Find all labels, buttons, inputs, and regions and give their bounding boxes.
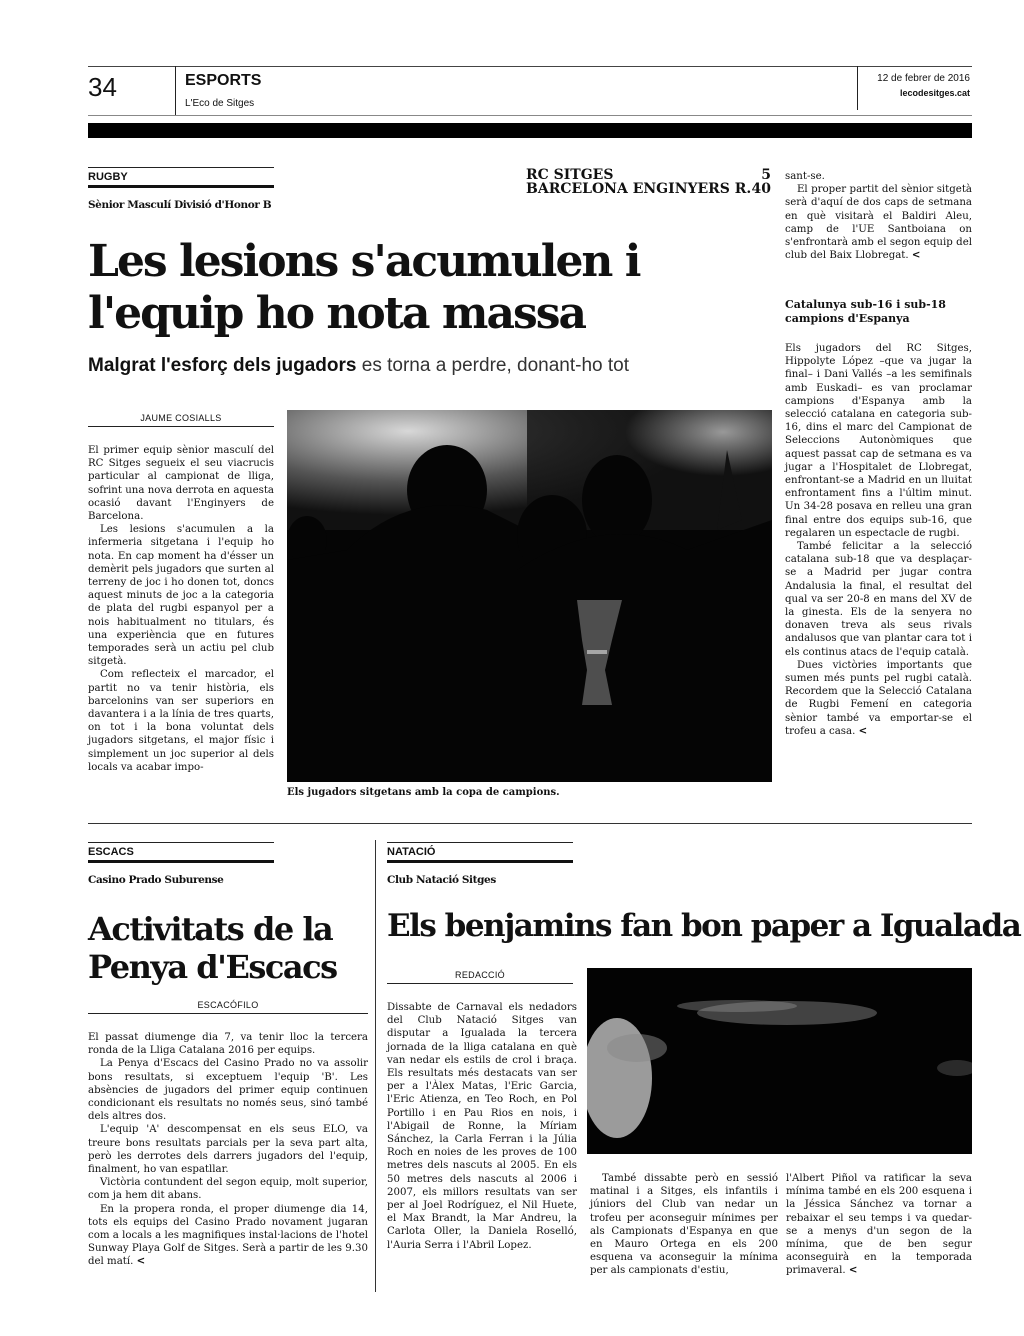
paragraph bbox=[785, 659, 972, 738]
natacio-body-col1 bbox=[387, 1001, 577, 1252]
issue-date: 12 de febrer de 2016 bbox=[877, 73, 970, 84]
paragraph: L'equip 'A' descompensat en els seus ELO, va treure bons resultats parcials per la seva part alta, però les derrotes dels darrers jugadors del l'equip, finalment, ho van espatllar. bbox=[88, 1124, 368, 1176]
natacio-section-rule bbox=[387, 842, 573, 843]
paragraph bbox=[786, 1172, 972, 1278]
natacio-section-label: NATACIÓ bbox=[387, 846, 436, 858]
byline-rule bbox=[88, 426, 274, 427]
paragraph: Les lesions s'acumulen a la infermeria sitgetana i l'equip ho nota. En cap moment ha d'ésser un demèrit pels jugadors que surten al terreny de joc i ho donen tot, doncs aquest minuts de joc a la categoria de plata del rugbi espanyol per a nois habitualment no titulars, és una experiència que en futures temporades serà un actiu pel club sitgetà. bbox=[88, 524, 274, 668]
rugby-photo bbox=[287, 410, 772, 782]
paragraph-text: El proper partit del sènior sitgetà serà d'aquí de dos caps de setmana en què visitarà el Baldiri Aleu, camp de l'UE Santboiana on s'enfrontarà amb el segon equip del club del Baix Llobregat. bbox=[785, 184, 972, 262]
escacs-headline bbox=[88, 910, 368, 986]
paragraph: El passat diumenge dia 7, va tenir lloc la tercera ronda de la Lliga Catalana 2016 per equips. bbox=[88, 1032, 368, 1057]
escacs-body bbox=[88, 1031, 368, 1269]
rugby-section-label: RUGBY bbox=[88, 171, 128, 183]
headline-line: Activitats de la bbox=[88, 910, 333, 948]
escacs-section-label: ESCACS bbox=[88, 846, 134, 858]
rugby-subhead: Catalunya sub-16 i sub-18 campions d'Espanya bbox=[785, 298, 946, 325]
byline-rule bbox=[387, 983, 573, 984]
paragraph bbox=[88, 1203, 368, 1269]
header-divider bbox=[175, 66, 176, 116]
column-divider bbox=[375, 840, 376, 1292]
rugby-section-rule bbox=[88, 167, 274, 168]
natacio-body-col3 bbox=[786, 1172, 972, 1278]
headline-line: Penya d'Escacs bbox=[88, 948, 337, 986]
rugby-deck bbox=[88, 355, 768, 377]
escacs-kicker: Casino Prado Suburense bbox=[88, 874, 224, 886]
page-number: 34 bbox=[88, 72, 117, 102]
rugby-byline: JAUME COSIALLS bbox=[140, 413, 222, 423]
natacio-kicker: Club Natació Sitges bbox=[387, 874, 496, 886]
header-top-rule bbox=[88, 66, 972, 67]
natacio-section-thick-rule bbox=[387, 860, 573, 863]
paragraph-text: l'Albert Piñol va ratificar la seva mínima també en els 200 esquena i la Jéssica Sánchez va tornar a rebaixar el seu temps i va quedar-se a menys d'un segon de la mínima, que de ben segur aconseguirà en la temporada primaveral. bbox=[786, 1173, 972, 1277]
end-of-article-icon: < bbox=[136, 1256, 146, 1268]
rugby-body-col1 bbox=[88, 444, 274, 774]
paragraph-text: Dues victòries importants que sumen més punts pel rugbi català. Recordem que la Selecció Catalana de Rugbi Femení en categoria sènior també va emportar-se el trofeu a casa. bbox=[785, 659, 972, 737]
headline-line: l'equip ho nota massa bbox=[88, 288, 585, 339]
paragraph: sant-se. bbox=[785, 171, 825, 182]
escacs-section-thick-rule bbox=[88, 860, 274, 863]
escacs-byline: ESCACÓFILO bbox=[197, 1000, 259, 1010]
score-row-home bbox=[526, 168, 771, 182]
escacs-section-rule bbox=[88, 842, 274, 843]
header-divider-right bbox=[857, 66, 858, 110]
natacio-photo bbox=[587, 968, 972, 1154]
rugby-section-thick-rule bbox=[88, 185, 274, 188]
paragraph bbox=[785, 183, 972, 262]
natacio-photo-image bbox=[587, 968, 972, 1154]
rugby-body-col3 bbox=[785, 170, 972, 262]
website: lecodesitges.cat bbox=[899, 88, 970, 98]
header-black-bar bbox=[88, 123, 972, 138]
byline-rule bbox=[88, 1013, 368, 1014]
paragraph: La Penya d'Escacs del Casino Prado no va assolir bons resultats, si exceptuem l'equip 'B'. Les absències de jugadors del primer equip continuen condicionant els resultats no només seus, sinó també dels altres dos. bbox=[88, 1058, 368, 1123]
deck-light: es torna a perdre, donant-ho tot bbox=[361, 355, 629, 376]
paragraph: Victòria contundent del segon equip, molt superior, com ja hem dit abans. bbox=[88, 1177, 368, 1202]
paragraph: Com reflecteix el marcador, el partit no va tenir història, els barcelonins van ser superiors en davantera i a la línia de tres quarts, on tot i la bona voluntat dels jugadors sitgetans, el major físic i simplement un joc superior al dels locals va acabar impo- bbox=[88, 669, 274, 773]
paragraph: El primer equip sènior masculí del RC Sitges segueix el seu viacrucis particular al campionat de lliga, sofrint una nova derrota en aquesta ocasió davant l'Enginyers de Barcelona. bbox=[88, 445, 274, 523]
team-score: 5 bbox=[761, 167, 771, 183]
section-divider bbox=[88, 823, 972, 824]
team-name: RC SITGES bbox=[526, 167, 614, 183]
end-of-article-icon: < bbox=[858, 725, 868, 737]
rugby-photo-image bbox=[287, 410, 772, 782]
natacio-byline: REDACCIÓ bbox=[455, 970, 505, 980]
publication-name: L'Eco de Sitges bbox=[185, 98, 255, 109]
score-row-away bbox=[526, 182, 771, 196]
section-title: ESPORTS bbox=[185, 72, 262, 89]
rugby-photo-caption: Els jugadors sitgetans amb la copa de campions. bbox=[287, 787, 560, 798]
natacio-body-col2 bbox=[590, 1172, 778, 1278]
paragraph: També felicitar a la selecció catalana sub-18 que va desplaçar-se a Madrid per jugar contra Andalusia la final, el resultat del qual va ser 20-8 en mans del XV de la ginesta. Els de la senyera no donaven treva als seus rivals andalusos que van plantar cara tot i els continus atacs de l'equip català. bbox=[785, 541, 972, 658]
scoreboard bbox=[526, 168, 771, 196]
rugby-headline bbox=[88, 236, 758, 340]
paragraph-text: En la propera ronda, el proper diumenge dia 14, tots els equips del Casino Prado novament jugaran com a locals a les magnifiques instal·lacions de l'hotel Sunway Playa Golf de Sitges. Serà a partir de les 9.30 del matí. bbox=[88, 1203, 368, 1268]
end-of-article-icon: < bbox=[911, 250, 921, 262]
natacio-headline: Els benjamins fan bon paper a Igualada bbox=[387, 908, 1021, 944]
headline-line: Les lesions s'acumulen i bbox=[88, 236, 640, 287]
paragraph: Els jugadors del RC Sitges, Hippolyte López –que va jugar la final– i Dani Vallés –a les semifinals amb Euskadi– es van proclamar campions d'Espanya amb la selecció catalana en categoria sub-16, dins el marc del Campionat de Seleccions Autonòmiques que aquest passat cap de setmana es va jugar a l'Hospitalet de Llobregat, enfrontant-se a Madrid en un lluitat enfrontament fins a l'últim minut. Un 34-28 posava en relleu una gran final entre dos equips sub-16, que regalaren un espectacle de rugbi. bbox=[785, 343, 972, 539]
header-bottom-rule bbox=[88, 115, 972, 116]
rugby-body-col3-cont bbox=[785, 342, 972, 738]
paragraph: També dissabte però en sessió matinal i a Sitges, els infantils i júniors del Club van nedar un trofeu per aconseguir mínimes per als Campionats d'Espanya en que en Mauro Ortega en els 200 esquena va aconseguir la mínima per als campionats d'estiu, bbox=[590, 1173, 778, 1277]
deck-bold: Malgrat l'esforç dels jugadors bbox=[88, 355, 357, 376]
team-name: BARCELONA ENGINYERS R. bbox=[526, 181, 752, 197]
end-of-article-icon: < bbox=[848, 1265, 858, 1277]
rugby-kicker: Sènior Masculí Divisió d'Honor B bbox=[88, 199, 272, 211]
team-score: 40 bbox=[751, 181, 771, 197]
paragraph: Dissabte de Carnaval els nedadors del Club Natació Sitges van disputar a Igualada la tercera jornada de la lliga catalana en què van nedar els estils de crol i braça. Els resultats més destacats van ser per a l'Àlex Matas, l'Eric Garcia, l'Eric Atienza, en Teo Roch, en Pol Portillo i en Pau Rios en nois, i l'Abigail de Ronne, la Míriam Sánchez, la Carla Ferran i la Júlia Roch en noies de les proves de 100 metres dels nascuts al 2005. En els 50 metres dels nascuts al 2006 i 2007, els millors resultats van ser per al Joel Rodríguez, el Nil Huete, el Max Brandt, la Mar Andreu, la Carlota Oller, la Daniela Roselló, l'Auria Serra i l'Abril Lopez. bbox=[387, 1002, 577, 1251]
